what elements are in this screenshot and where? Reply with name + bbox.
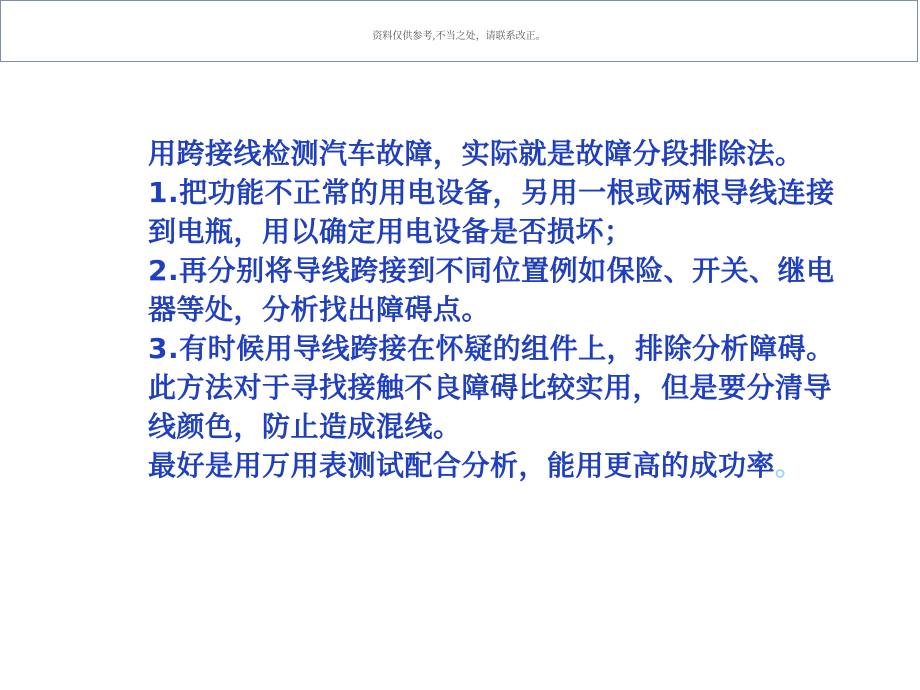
conclusion-paragraph: [148, 446, 848, 485]
step-1-paragraph: 1.把功能不正常的用电设备，另用一根或两根导线连接到电瓶，用以确定用电设备是否损坏；: [148, 176, 835, 248]
step-2-paragraph: 2.再分别将导线跨接到不同位置例如保险、开关、继电器等处，分析找出障碍点。: [148, 254, 835, 326]
slide-text-body: [148, 134, 848, 485]
conclusion-period: 。: [775, 449, 804, 482]
header-bar: [0, 0, 918, 62]
disclaimer-note: 资料仅供参考,不当之处，请联系改正。: [372, 31, 546, 42]
conclusion-text: 最好是用万用表测试配合分析，能用更高的成功率: [148, 449, 776, 482]
step-3-paragraph: 3.有时候用导线跨接在怀疑的组件上，排除分析障碍。此方法对于寻找接触不良障碍比较实用，但是要分清导线颜色，防止造成混线。: [148, 332, 835, 443]
intro-paragraph: 用跨接线检测汽车故障，实际就是故障分段排除法。: [148, 137, 804, 170]
